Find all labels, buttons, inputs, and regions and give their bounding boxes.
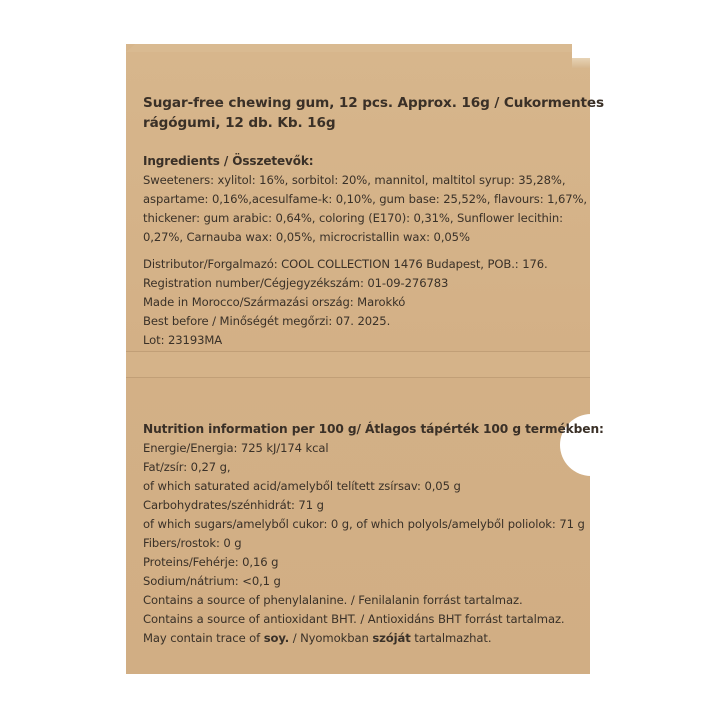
nutrition-section [143, 420, 604, 648]
product-title [143, 93, 605, 133]
distributor-line: Distributor/Forgalmazó: COOL COLLECTION 1476 Budapest, POB.: 176. [143, 257, 548, 271]
fold-line-upper [126, 351, 590, 352]
nutrition-line: Carbohydrates/szénhidrát: 71 g [143, 498, 324, 512]
nutrition-line: Contains a source of phenylalanine. / Fenilalanin forrást tartalmaz. [143, 593, 523, 607]
allergen-prefix: May contain trace of [143, 631, 264, 645]
nutrition-line: Contains a source of antioxidant BHT. / Antioxidáns BHT forrást tartalmaz. [143, 612, 565, 626]
nutrition-line: Sodium/nátrium: <0,1 g [143, 574, 281, 588]
distributor-section [143, 255, 583, 350]
registration-line: Registration number/Cégjegyzékszám: 01-09-276783 [143, 276, 449, 290]
ingredients-line: aspartame: 0,16%,acesulfame-k: 0,10%, gum base: 25,52%, flavours: 1,67%, [143, 192, 588, 206]
nutrition-line: Proteins/Fehérje: 0,16 g [143, 555, 279, 569]
allergen-middle: / Nyomokban [289, 631, 373, 645]
allergen-suffix: tartalmazhat. [410, 631, 492, 645]
lot-line: Lot: 23193MA [143, 333, 223, 347]
ingredients-line: 0,27%, Carnauba wax: 0,05%, microcristallin wax: 0,05% [143, 230, 470, 244]
nutrition-line: Energie/Energia: 725 kJ/174 kcal [143, 441, 329, 455]
product-title-line-2: rágógumi, 12 db. Kb. 16g [143, 115, 336, 131]
best-before-line: Best before / Minőségét megőrzi: 07. 2025. [143, 314, 391, 328]
nutrition-line: of which saturated acid/amelyből telített zsírsav: 0,05 g [143, 479, 461, 493]
allergen-soy-en: soy. [263, 631, 290, 645]
nutrition-line: Fibers/rostok: 0 g [143, 536, 242, 550]
package-corner-edge [572, 58, 590, 68]
nutrition-heading: Nutrition information per 100 g/ Átlagos tápérték 100 g termékben: [143, 422, 604, 436]
ingredients-section [143, 152, 588, 247]
ingredients-line: thickener: gum arabic: 0,64%, coloring (E170): 0,31%, Sunflower lecithin: [143, 211, 563, 225]
origin-line: Made in Morocco/Származási ország: Marokkó [143, 295, 406, 309]
nutrition-line: Fat/zsír: 0,27 g, [143, 460, 231, 474]
ingredients-heading: Ingredients / Összetevők: [143, 154, 314, 168]
ingredients-line: Sweeteners: xylitol: 16%, sorbitol: 20%, mannitol, maltitol syrup: 35,28%, [143, 173, 566, 187]
package-corner-cut [572, 44, 590, 58]
allergen-line [143, 629, 588, 648]
package-fold-band [126, 352, 590, 377]
product-title-line-1: Sugar-free chewing gum, 12 pcs. Approx. 16g / Cukormentes [143, 95, 605, 111]
nutrition-line: of which sugars/amelyből cukor: 0 g, of which polyols/amelyből poliolok: 71 g [143, 517, 585, 531]
allergen-soy-hu: szóját [372, 631, 411, 645]
fold-line-lower [126, 377, 590, 378]
package-top-flap [126, 44, 588, 52]
